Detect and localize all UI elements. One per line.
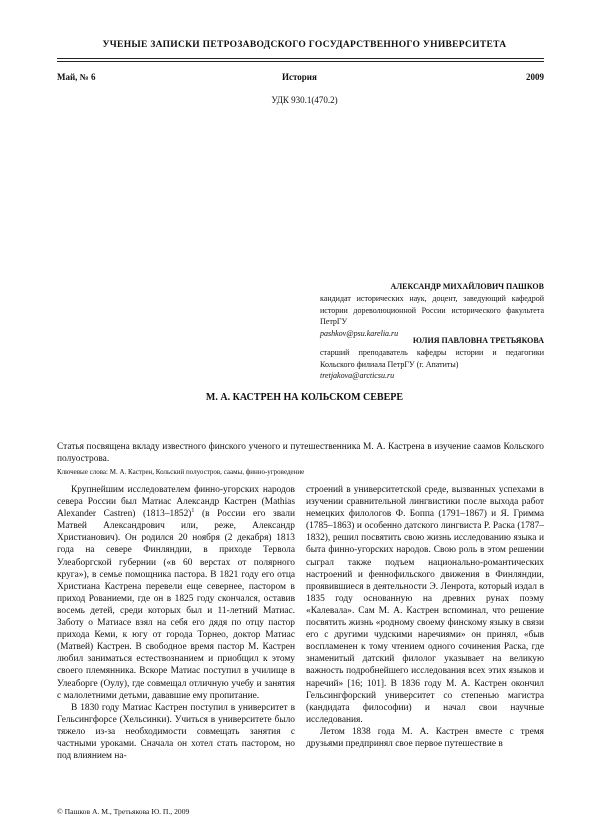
body-column-right [306,484,544,750]
footnote-ref[interactable]: 1 [191,508,195,515]
paragraph: В 1830 году Матиас Кастрен поступил в университет в Гельсингфорсе (Хельсинки). Учиться в университете было тяжело из-за необходимости совмещать занятия с частными уроками. Сначала он хотел стать пастором, но под влиянием на- [57,702,295,762]
paragraph: Крупнейшим исследователем финно-угорских народов севера России был Матиас Александр Кастрен (Mathias Alexander Castren) (1813–1852)$^1$ (в России его звали Матвей Александрович или, реже, Александр Христианович). Он родился 20 ноября (2 декабря) 1813 года на севере Финляндии, в приходе Тервола Улеаборгской губернии («в 60 верстах от полярного круга»), в семье помощника пастора. В 1821 году его отца Христиана Кастрена перевели еще севернее, пастором в приход Рованиеми, где он в 1825 году скончался, оставив восемь детей, среди которых был и 11-летний Матиас. Заботу о Матиасе взял на себя его дядя по отцу пастор прихода Кеми, к югу от города Торнео, доктор Матиас (Матвей) Кастрен. В свободное время пастор М. Кастрен любил заниматься естествознанием и приобщил к этому своего племянника. Вскоре Матиас поступил в училище в Улеаборге (Оулу), где совмещал отличную учебу и занятия с малолетними детьми, дававшие ему пропитание. [57,485,295,701]
paragraph: Летом 1838 года М. А. Кастрен вместе с тремя друзьями предпринял свое первое путешествие в [306,726,544,749]
udk-code: УДК 930.1(470.2) [271,95,338,105]
abstract: Статья посвящена вкладу известного финского ученого и путешественника М. А. Кастрена в изучение саамов Кольского полуострова. [57,442,544,464]
journal-title: УЧЕНЫЕ ЗАПИСКИ ПЕТРОЗАВОДСКОГО ГОСУДАРСТВЕННОГО УНИВЕРСИТЕТА [102,40,507,50]
paragraph: строений в университетской среде, вызванных успехами в изучении сравнительной лингвистики после выхода работ немецких филологов Ф. Боппа (1791–1867) и Я. Гримма (1785–1863) и особенно датского лингвиста Р. Раска (1787–1832), решил посвятить свою жизнь исследованию языка и быта финно-угорских народов. Свою роль в этом решении сыграл также подъем национально-романтических настроений и феннофильского движения в Финляндии, проявившиеся в деятельности Э. Ленрота, который издал в 1835 году основанную на древних рунах поэму «Калевала». Сам М. А. Кастрен вспоминал, что решение посвятить жизнь «родному своему финскому языку в связи его с другими чудскими наречиями» он принял, «быв воспламенен к тому чтением одного сочинения Раска, где знаменитый датский филолог указывает на великую важность подробнейшего исследования всех этих языков и наречий» [16; 101]. В 1836 году М. А. Кастрен окончил Гельсингфорский университет со степенью магистра (кандидата философии) и начал свои научные исследования. [306,485,544,725]
author-2-affiliation: старший преподаватель кафедры истории и педагогики Кольского филиала ПетрГУ (г. Апатиты) tretjakova@arcticsu.ru [320,348,544,380]
author-1-affiliation: кандидат исторических наук, доцент, заведующий кафедрой истории дореволюционной России исторического факультета ПетрГУ pashkov@psu.karelia.ru [320,294,544,338]
header-rule-bottom [57,61,544,62]
section-name: История [282,72,317,82]
keywords: Ключевые слова: М. А. Кастрен, Кольский полуостров, саамы, финно-угроведение [57,468,305,476]
header-rule-top [57,58,544,59]
author-1-email[interactable]: pashkov@psu.karelia.ru [320,328,399,338]
body-column-left [57,484,295,762]
author-2-email[interactable]: tretjakova@arcticsu.ru [320,371,395,380]
copyright-notice: © Пашков А. М., Третьякова Ю. П., 2009 [57,807,190,816]
article-title: М. А. КАСТРЕН НА КОЛЬСКОМ СЕВЕРЕ [205,392,404,403]
author-1-name: АЛЕКСАНДР МИХАЙЛОВИЧ ПАШКОВ [390,282,544,291]
issue-number: Май, № 6 [57,72,96,82]
author-2-name: ЮЛИЯ ПАВЛОВНА ТРЕТЬЯКОВА [412,336,544,345]
issue-year: 2009 [526,72,544,82]
